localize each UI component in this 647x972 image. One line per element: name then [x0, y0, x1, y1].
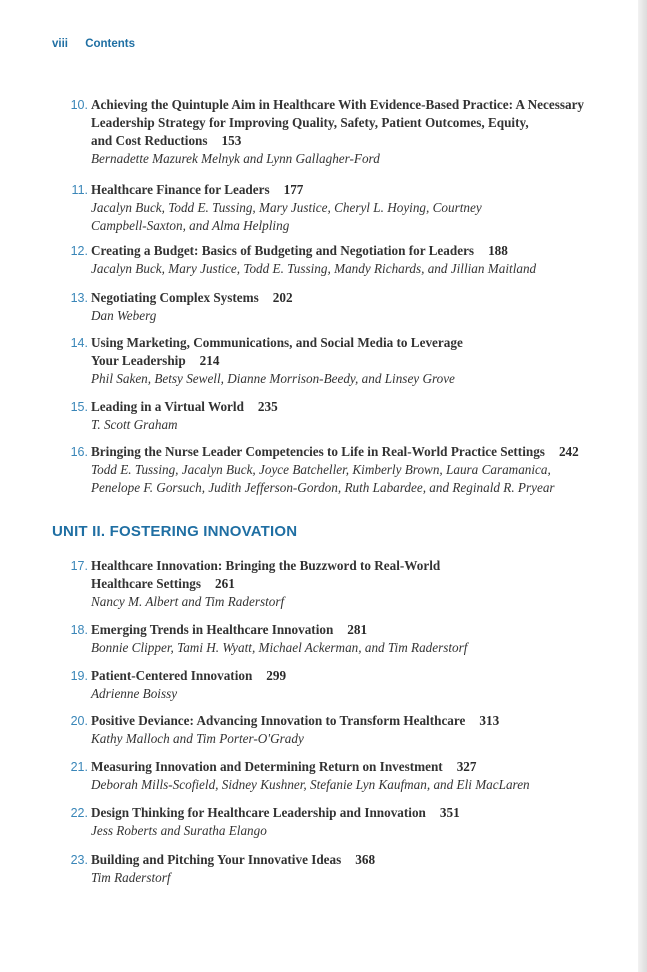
header-section-title: Contents	[85, 38, 136, 50]
chapter-number: 21.	[70, 760, 88, 774]
chapter-authors: Jacalyn Buck, Mary Justice, Todd E. Tussing, Mandy Richards, and Jillian Maitland	[91, 261, 537, 276]
chapter-authors: Bonnie Clipper, Tami H. Wyatt, Michael Ackerman, and Tim Raderstorf	[91, 640, 468, 655]
chapter-title-line: Design Thinking for Healthcare Leadership and Innovation	[91, 805, 426, 820]
toc-entry-11[interactable]	[60, 181, 620, 235]
chapter-title-line: and Cost Reductions	[91, 133, 208, 148]
chapter-authors: Phil Saken, Betsy Sewell, Dianne Morrison-Beedy, and Linsey Grove	[91, 371, 455, 386]
toc-entry-16[interactable]	[60, 443, 620, 497]
chapter-number: 18.	[70, 623, 88, 637]
chapter-number: 13.	[70, 291, 88, 305]
chapter-page: 235	[257, 399, 278, 414]
chapter-page: 214	[199, 353, 220, 368]
chapter-title-line: Creating a Budget: Basics of Budgeting and Negotiation for Leaders	[91, 243, 475, 258]
chapter-authors: T. Scott Graham	[91, 417, 178, 432]
toc-entry-21[interactable]	[60, 758, 620, 794]
chapter-page: 202	[272, 290, 293, 305]
chapter-page: 368	[355, 852, 376, 867]
chapter-number: 17.	[70, 559, 88, 573]
chapter-page: 351	[439, 805, 460, 820]
chapter-authors: Bernadette Mazurek Melnyk and Lynn Gallagher-Ford	[91, 151, 380, 166]
toc-entry-18[interactable]	[60, 621, 620, 657]
chapter-authors: Todd E. Tussing, Jacalyn Buck, Joyce Batcheller, Kimberly Brown, Laura Caramanica,	[91, 462, 551, 477]
chapter-title-line: Measuring Innovation and Determining Return on Investment	[91, 759, 443, 774]
chapter-title-line: Leadership Strategy for Improving Quality, Safety, Patient Outcomes, Equity,	[91, 115, 529, 130]
chapter-title-line: Patient-Centered Innovation	[91, 668, 253, 683]
toc-entry-17[interactable]	[60, 557, 620, 611]
chapter-authors: Deborah Mills-Scofield, Sidney Kushner, Stefanie Lyn Kaufman, and Eli MacLaren	[91, 777, 530, 792]
toc-entry-14[interactable]	[60, 334, 620, 388]
chapter-title-line: Bringing the Nurse Leader Competencies to Life in Real-World Practice Settings	[91, 444, 545, 459]
running-header	[52, 38, 135, 50]
toc-entry-12[interactable]	[60, 242, 620, 278]
chapter-authors: Kathy Malloch and Tim Porter-O'Grady	[91, 731, 304, 746]
chapter-number: 10.	[70, 98, 88, 112]
chapter-number: 11.	[71, 183, 88, 197]
chapter-page: 242	[558, 444, 579, 459]
chapter-title-line: Healthcare Finance for Leaders	[91, 182, 270, 197]
chapter-authors: Jacalyn Buck, Todd E. Tussing, Mary Justice, Cheryl L. Hoying, Courtney	[91, 200, 482, 215]
chapter-page: 177	[283, 182, 304, 197]
chapter-number: 19.	[70, 669, 88, 683]
chapter-authors: Dan Weberg	[91, 308, 157, 323]
chapter-authors: Campbell-Saxton, and Alma Helpling	[91, 218, 290, 233]
chapter-authors: Nancy M. Albert and Tim Raderstorf	[91, 594, 285, 609]
chapter-title-line: Achieving the Quintuple Aim in Healthcare With Evidence-Based Practice: A Necessary	[91, 97, 585, 112]
toc-entry-10[interactable]	[60, 96, 620, 168]
chapter-number: 22.	[70, 806, 88, 820]
toc-entry-15[interactable]	[60, 398, 620, 434]
chapter-page: 327	[456, 759, 477, 774]
toc-entry-22[interactable]	[60, 804, 620, 840]
chapter-authors: Penelope F. Gorsuch, Judith Jefferson-Gordon, Ruth Labardee, and Reginald R. Pryear	[91, 480, 555, 495]
chapter-title-line: Healthcare Innovation: Bringing the Buzzword to Real-World	[91, 558, 441, 573]
page-edge-shadow	[638, 0, 647, 972]
chapter-authors: Jess Roberts and Suratha Elango	[91, 823, 267, 838]
chapter-number: 20.	[70, 714, 88, 728]
chapter-title-line: Using Marketing, Communications, and Social Media to Leverage	[91, 335, 463, 350]
chapter-title-line: Positive Deviance: Advancing Innovation to Transform Healthcare	[91, 713, 466, 728]
toc-entry-20[interactable]	[60, 712, 620, 748]
unit-heading: UNIT II. FOSTERING INNOVATION	[52, 523, 298, 540]
chapter-page: 281	[347, 622, 368, 637]
toc-entry-19[interactable]	[60, 667, 620, 703]
chapter-title-line: Healthcare Settings	[91, 576, 202, 591]
chapter-number: 23.	[70, 853, 88, 867]
chapter-page: 188	[488, 243, 508, 258]
toc-entry-23[interactable]	[60, 851, 620, 887]
chapter-authors: Adrienne Boissy	[91, 686, 178, 701]
header-page-number: viii	[52, 38, 68, 50]
chapter-number: 15.	[70, 400, 88, 414]
chapter-title-line: Leading in a Virtual World	[91, 399, 244, 414]
chapter-title-line: Negotiating Complex Systems	[91, 290, 259, 305]
chapter-title-line: Emerging Trends in Healthcare Innovation	[91, 622, 334, 637]
chapter-page: 153	[221, 133, 242, 148]
chapter-authors: Tim Raderstorf	[91, 870, 171, 885]
chapter-page: 261	[215, 576, 235, 591]
chapter-page: 313	[479, 713, 500, 728]
chapter-number: 16.	[70, 445, 88, 459]
toc-entry-13[interactable]	[60, 289, 620, 325]
chapter-number: 14.	[70, 336, 88, 350]
chapter-title-line: Building and Pitching Your Innovative Ideas	[91, 852, 342, 867]
chapter-title-line: Your Leadership	[91, 353, 186, 368]
chapter-page: 299	[266, 668, 287, 683]
chapter-number: 12.	[70, 244, 88, 258]
